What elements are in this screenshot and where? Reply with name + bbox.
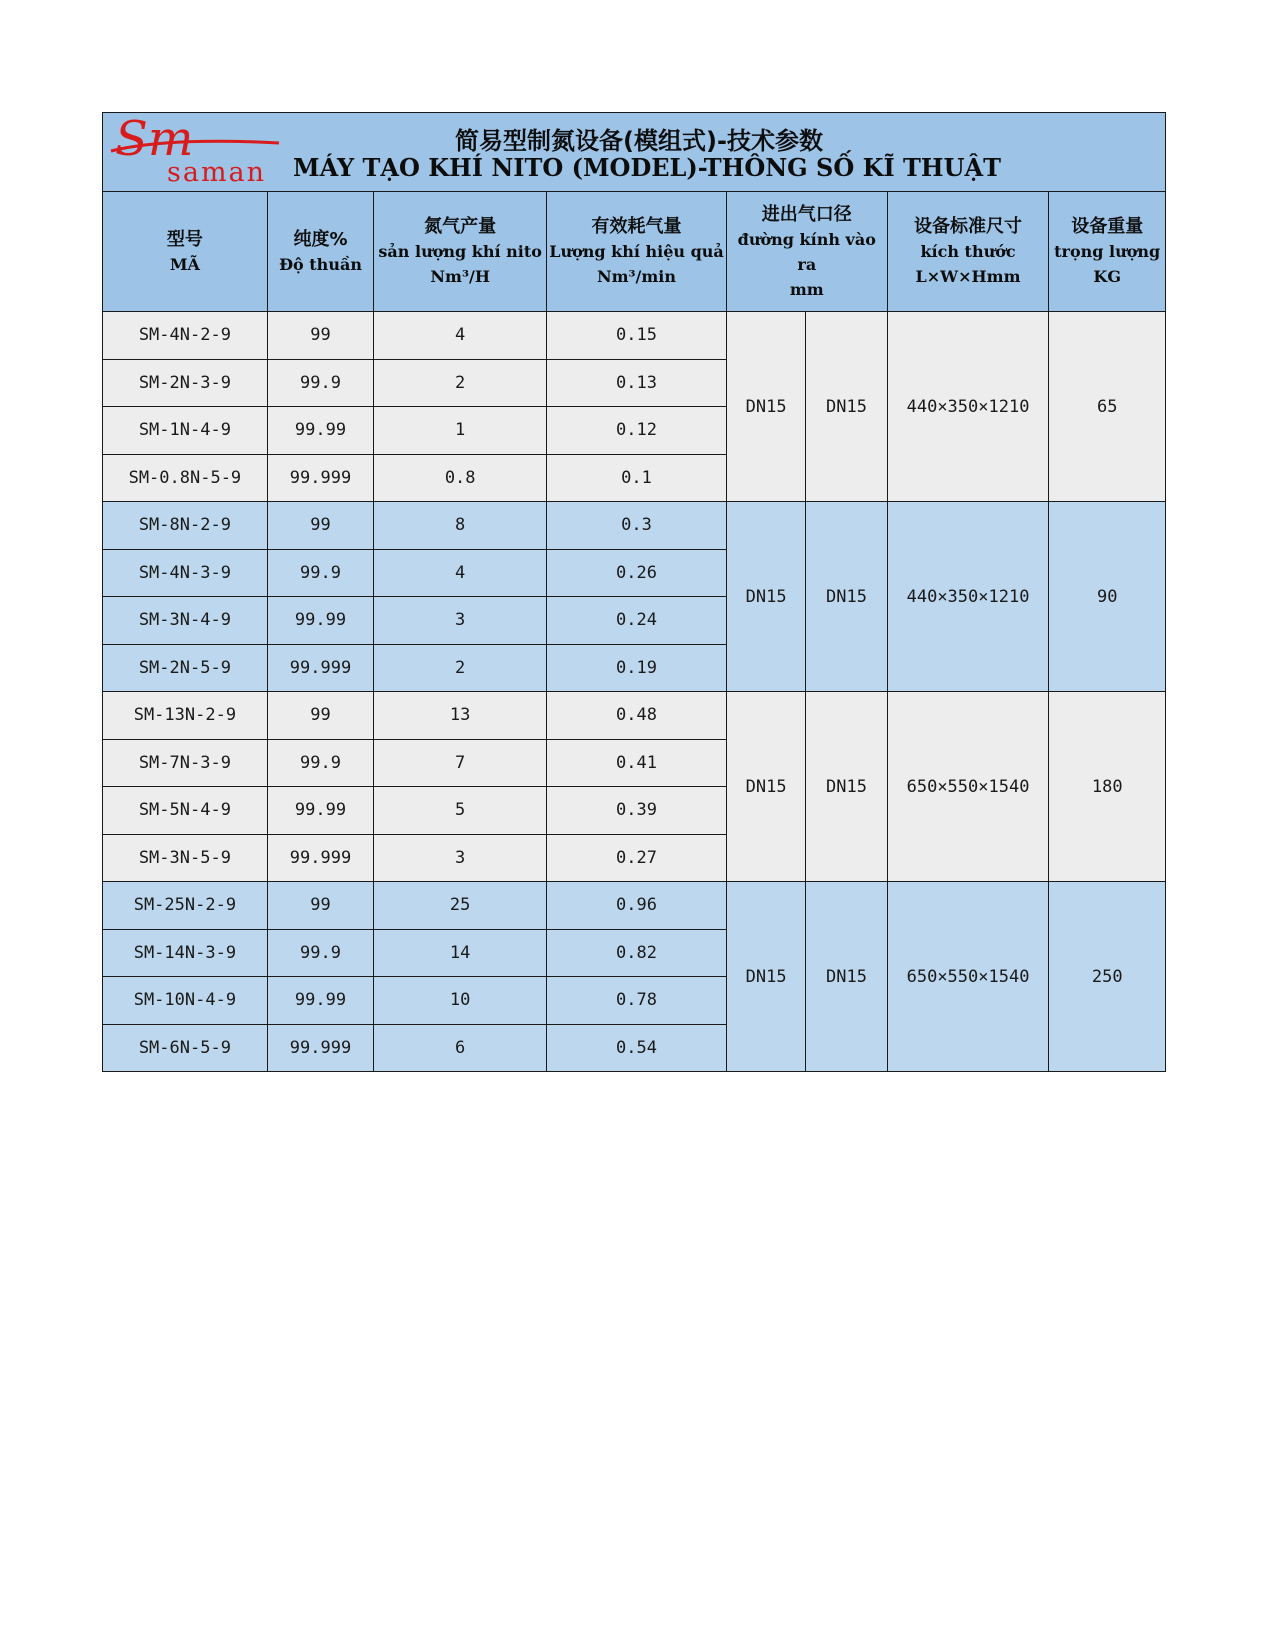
header-label-chinese: 纯度% [293,228,348,250]
column-header [887,192,1049,312]
header-label-vietnamese: trọng lượng [1054,242,1161,261]
header-label-vietnamese: KG [1093,267,1121,286]
model-cell: SM-25N-2-9 [103,882,268,930]
consumption-cell: 0.82 [547,929,727,977]
column-header [1049,192,1166,312]
weight-cell: 65 [1049,312,1166,502]
weight-cell: 180 [1049,692,1166,882]
header-label-vietnamese: ra [797,254,817,274]
purity-cell: 99 [267,882,374,930]
size-cell: 440×350×1210 [887,312,1049,502]
outlet-cell: DN15 [806,692,887,882]
consumption-cell: 0.3 [547,502,727,550]
model-cell: SM-6N-5-9 [103,1024,268,1072]
logo-wordmark: saman [167,157,267,188]
header-label-vietnamese: L×W×Hmm [915,267,1021,286]
inlet-cell: DN15 [726,502,805,692]
header-label-chinese: 型号 [166,228,203,250]
header-label-chinese: 设备标准尺寸 [914,216,1023,237]
model-cell: SM-5N-4-9 [103,787,268,835]
output-cell: 0.8 [374,454,547,502]
consumption-cell: 0.39 [547,787,727,835]
output-cell: 14 [374,929,547,977]
title-vietnamese: MÁY TẠO KHÍ NITO (MODEL)-THÔNG SỐ KĨ THUẬT [293,153,1001,182]
model-cell: SM-13N-2-9 [103,692,268,740]
header-label-chinese: 氮气产量 [424,216,497,237]
consumption-cell: 0.19 [547,644,727,692]
purity-cell: 99.99 [267,597,374,645]
column-header [103,192,268,312]
header-label-vietnamese: đường kính vào [737,229,876,249]
model-cell: SM-2N-3-9 [103,359,268,407]
consumption-cell: 0.1 [547,454,727,502]
column-header [267,192,374,312]
table-row [103,312,1166,360]
consumption-cell: 0.41 [547,739,727,787]
model-cell: SM-3N-4-9 [103,597,268,645]
consumption-cell: 0.78 [547,977,727,1025]
purity-cell: 99.99 [267,407,374,455]
inlet-cell: DN15 [726,312,805,502]
model-cell: SM-4N-3-9 [103,549,268,597]
purity-cell: 99.9 [267,359,374,407]
model-cell: SM-2N-5-9 [103,644,268,692]
title-banner [103,113,1166,192]
purity-cell: 99.9 [267,739,374,787]
purity-cell: 99.999 [267,644,374,692]
header-label-vietnamese: Nm³/min [596,267,677,286]
model-cell: SM-0.8N-5-9 [103,454,268,502]
purity-cell: 99 [267,502,374,550]
output-cell: 4 [374,549,547,597]
header-label-vietnamese: Nm³/H [430,267,490,286]
output-cell: 1 [374,407,547,455]
model-cell: SM-7N-3-9 [103,739,268,787]
purity-cell: 99 [267,692,374,740]
weight-cell: 250 [1049,882,1166,1072]
table-body [103,312,1166,1072]
header-label-chinese: 设备重量 [1071,216,1144,237]
purity-cell: 99.999 [267,454,374,502]
column-header [726,192,887,312]
header-label-vietnamese: Lượng khí hiệu quả [549,242,724,261]
model-cell: SM-3N-5-9 [103,834,268,882]
table-row [103,692,1166,740]
output-cell: 25 [374,882,547,930]
output-cell: 2 [374,644,547,692]
header-label-vietnamese: sản lượng khí nito [378,242,542,261]
model-cell: SM-1N-4-9 [103,407,268,455]
column-header [374,192,547,312]
inlet-cell: DN15 [726,882,805,1072]
table-row [103,882,1166,930]
spec-table [102,112,1166,1072]
header-label-vietnamese: kích thước [920,242,1016,261]
header-label-vietnamese: mm [789,279,824,299]
output-cell: 5 [374,787,547,835]
outlet-cell: DN15 [806,312,887,502]
output-cell: 4 [374,312,547,360]
purity-cell: 99.9 [267,929,374,977]
header-label-vietnamese: Độ thuần [279,254,362,274]
model-cell: SM-14N-3-9 [103,929,268,977]
output-cell: 13 [374,692,547,740]
output-cell: 3 [374,834,547,882]
consumption-cell: 0.15 [547,312,727,360]
header-label-vietnamese: MÃ [169,254,200,274]
consumption-cell: 0.54 [547,1024,727,1072]
consumption-cell: 0.13 [547,359,727,407]
consumption-cell: 0.26 [547,549,727,597]
consumption-cell: 0.24 [547,597,727,645]
output-cell: 3 [374,597,547,645]
purity-cell: 99.999 [267,1024,374,1072]
weight-cell: 90 [1049,502,1166,692]
size-cell: 440×350×1210 [887,502,1049,692]
model-cell: SM-8N-2-9 [103,502,268,550]
output-cell: 6 [374,1024,547,1072]
output-cell: 10 [374,977,547,1025]
column-header [547,192,727,312]
consumption-cell: 0.48 [547,692,727,740]
svg-text:Sm: Sm [115,117,194,161]
table-row [103,502,1166,550]
outlet-cell: DN15 [806,882,887,1072]
consumption-cell: 0.96 [547,882,727,930]
inlet-cell: DN15 [726,692,805,882]
consumption-cell: 0.27 [547,834,727,882]
header-row [103,192,1166,312]
model-cell: SM-10N-4-9 [103,977,268,1025]
consumption-cell: 0.12 [547,407,727,455]
size-cell: 650×550×1540 [887,882,1049,1072]
title-chinese: 简易型制氮设备(模组式)-技术参数 [455,127,823,155]
purity-cell: 99.99 [267,977,374,1025]
size-cell: 650×550×1540 [887,692,1049,882]
purity-cell: 99 [267,312,374,360]
outlet-cell: DN15 [806,502,887,692]
output-cell: 7 [374,739,547,787]
purity-cell: 99.999 [267,834,374,882]
header-label-chinese: 有效耗气量 [591,216,682,237]
header-label-chinese: 进出气口径 [761,203,852,225]
output-cell: 8 [374,502,547,550]
purity-cell: 99.9 [267,549,374,597]
purity-cell: 99.99 [267,787,374,835]
model-cell: SM-4N-2-9 [103,312,268,360]
output-cell: 2 [374,359,547,407]
